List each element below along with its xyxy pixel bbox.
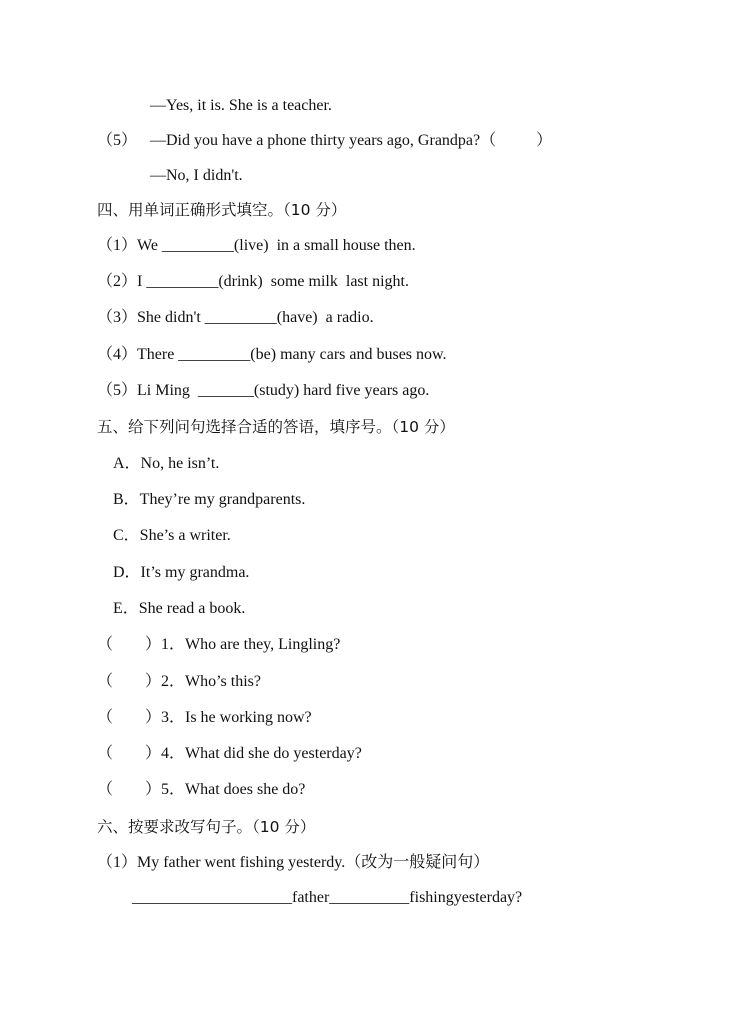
section-4-heading: 四、用单词正确形式填空。（10 分） xyxy=(97,201,347,219)
section-5-option-b: B．They’re my grandparents. xyxy=(113,491,306,508)
dialogue-line-answer-5: —No, I didn't. xyxy=(150,167,243,184)
section-6-heading: 六、按要求改写句子。（10 分） xyxy=(97,818,316,836)
section-5-heading: 五、给下列问句选择合适的答语，填序号。（10 分） xyxy=(97,418,455,436)
section-4-item-1: （1）We _________(live) in a small house then. xyxy=(97,237,416,254)
section-5-question-3: （ ）3．Is he working now? xyxy=(97,709,312,726)
section-5-option-d: D．It’s my grandma. xyxy=(113,564,250,581)
section-5-option-a: A．No, he isn’t. xyxy=(113,455,220,472)
section-5-option-e: E．She read a book. xyxy=(113,600,246,617)
section-5-question-1: （ ）1．Who are they, Lingling? xyxy=(97,636,341,653)
section-5-question-4: （ ）4．What did she do yesterday? xyxy=(97,745,362,762)
section-5-option-c: C．She’s a writer. xyxy=(113,527,231,544)
section-6-item-1-answer-line: ____________________father__________fishingyesterday? xyxy=(132,889,523,906)
section-4-item-5: （5）Li Ming _______(study) hard five years ago. xyxy=(97,382,430,399)
section-4-item-4: （4）There _________(be) many cars and buses now. xyxy=(97,346,447,363)
section-4-item-2: （2）I _________(drink) some milk last night. xyxy=(97,273,409,290)
section-5-question-2: （ ）2．Who’s this? xyxy=(97,673,261,690)
section-4-item-3: （3）She didn't _________(have) a radio. xyxy=(97,309,374,326)
section-5-question-5: （ ）5．What does she do? xyxy=(97,781,306,798)
dialogue-number-5: （5） xyxy=(97,132,138,149)
dialogue-line-answer-4: —Yes, it is. She is a teacher. xyxy=(150,97,332,114)
section-6-item-1: （1）My father went fishing yesterdy.（改为一般疑问句） xyxy=(97,854,490,871)
dialogue-line-question-5: —Did you have a phone thirty years ago, Grandpa?（ ） xyxy=(150,132,553,149)
